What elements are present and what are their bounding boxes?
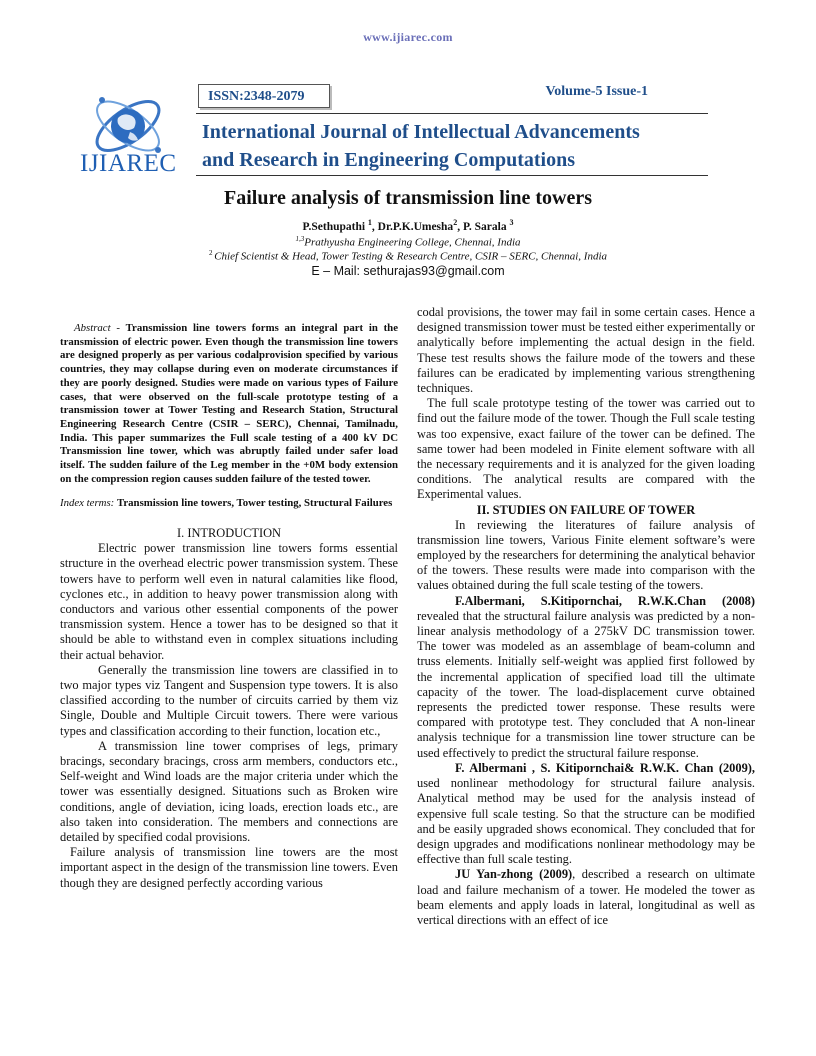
right-column [417, 305, 755, 928]
reference-albermani-2009: F. Albermani , S. Kitipornchai& R.W.K. Chan (2009), used nonlinear methodology for structural failure analysis. Analytical method may be used for the analysis instead of expensive full scale testing. So that the structure can be modified and be easily upgraded shows economical. They concluded that for design upgrades and modifications nonlinear methodology may be effective than full scale testing. [417, 760, 755, 867]
intro-paragraph-1: Electric power transmission line towers forms essential structure in the overhead electric power transmission system. These towers have to perform well even in natural calamities like flood, cyclones etc., in addition to heavy power transmission along with conductors and various other essential components of the power transmission system. Hence a tower has to be designed so that it should be able to withstand even in complex situations including their actual behavior. [60, 541, 398, 662]
header-rule-top [196, 113, 708, 114]
journal-title [202, 118, 640, 174]
affiliation-2: $^2$ Chief Scientist & Head, Tower Testing & Research Centre, CSIR – SERC, Chennai, India [208, 249, 608, 263]
header-rule-bottom [196, 175, 708, 176]
right-paragraph-3: In reviewing the literatures of failure analysis of transmission line towers, Various Finite element software’s were employed by the researchers for determining the analytical behavior of the towers. These results were made into comparison with the values obtained during the full scale testing of the towers. [417, 517, 755, 593]
journal-title-line-2: and Research in Engineering Computations [202, 149, 576, 171]
index-terms: Index terms: Transmission line towers, Tower testing, Structural Failures [60, 497, 393, 510]
right-paragraph-2: The full scale prototype testing of the tower was carried out to find out the failure mode of the tower. Though the Full scale testing was too expensive, exact failure of the tower can be defined. The same tower had been modeled in Finite element software with all the necessary requirements and it is analyzed for the given loading conditions. The analytical results are compared with the Experimental values. [417, 396, 755, 502]
section-heading-studies: II. STUDIES ON FAILURE OF TOWER [476, 502, 696, 517]
intro-paragraph-4: Failure analysis of transmission line towers are the most important aspect in the design of the transmission line towers. Even though they are designed perfectly according various [60, 845, 398, 890]
reference-albermani-2008: F.Albermani, S.Kitipornchai, R.W.K.Chan (2008) revealed that the structural failure analysis was predicted by a non-linear analysis methodology of a 275kV DC transmission tower. The tower was modeled as an assemblage of beam-column and truss elements. Initially self-weight was applied first followed by the incremental application of specified load till the ultimate capacity of the tower. The load-displacement curve obtained represents the predicted tower response. These results were compared with prototype test. They concluded that A non-linear analysis technique for a transmission line tower structure can be used effectively to predict the structural failure response. [417, 593, 755, 760]
reference-ju-2009: JU Yan-zhong (2009), described a research on ultimate load and failure mechanism of a tower. He modeled the tower as beam elements and apply loads in lateral, longitudinal as well as vertical directions with an effect of ice [417, 867, 755, 927]
affiliation-1: $^{1,3}$Prathyusha Engineering College, Chennai, India [295, 235, 521, 249]
intro-paragraph-2: Generally the transmission line towers are classified in to two major types viz Tangent and Suspension type towers. It is also classified according to the number of circuits carried by them viz Single, Double and Multiple Circuit towers. There were various types and classification according to their function, location etc., [60, 662, 398, 738]
logo-wordmark: IJIAREC [80, 150, 177, 177]
paper-title: Failure analysis of transmission line towers [224, 187, 592, 209]
issn-badge: ISSN:2348-2079 [198, 84, 330, 108]
section-heading-introduction: I. INTRODUCTION [177, 526, 281, 541]
journal-title-line-1: International Journal of Intellectual Advancements [202, 121, 640, 143]
right-paragraph-1: codal provisions, the tower may fail in some certain cases. Hence a designed transmission tower must be tested either experimentally or analytically before implementing the actual design in the field. These test results shows the failure mode of the towers and these failures can be eradicated by implementing various strengthening techniques. [417, 305, 755, 396]
site-url[interactable]: www.ijiarec.com [363, 30, 453, 44]
abstract [60, 322, 398, 486]
abstract-text: Transmission line towers forms an integral part in the transmission of electric power. Even though the transmission line towers are designed properly as per various codalprovision specified by various countries, they may collapse during even on moderate circumstances if they are poorly designed. Studies were made on various types of Failure cases, that were observed on the full-scale prototype testing of a transmission tower at Tower Testing and Research Station, Structural Engineering Research Centre (CSIR – SERC), Chennai, Tamilnadu, India. This paper summarizes the Full scale testing of a 400 kV DC Transmission line tower, which was abruptly failed under safer load itself. The sudden failure of the Leg member in the +0M body extension on the compression region causes sudden failure of the tested tower. [60, 322, 398, 485]
abstract-label: Abstract - [74, 322, 126, 334]
volume-issue: Volume-5 Issue-1 [545, 84, 648, 99]
author-email: E – Mail: sethurajas93@gmail.com [311, 264, 505, 278]
intro-paragraph-3: A transmission line tower comprises of legs, primary bracings, secondary bracings, cross arm members, conductors etc., Self-weight and Wind loads are the major criteria under which the tower was essentially designed. Situations such as Broken wire conditions, angle of deviation, icing loads, erection loads etc., are also taken into consideration. The members and connections are detailed by specified codal provisions. [60, 738, 398, 844]
left-column [60, 322, 398, 891]
authors: P.Sethupathi $^1$, Dr.P.K.Umesha$^2$, P. Sarala $^3$ [302, 218, 514, 233]
